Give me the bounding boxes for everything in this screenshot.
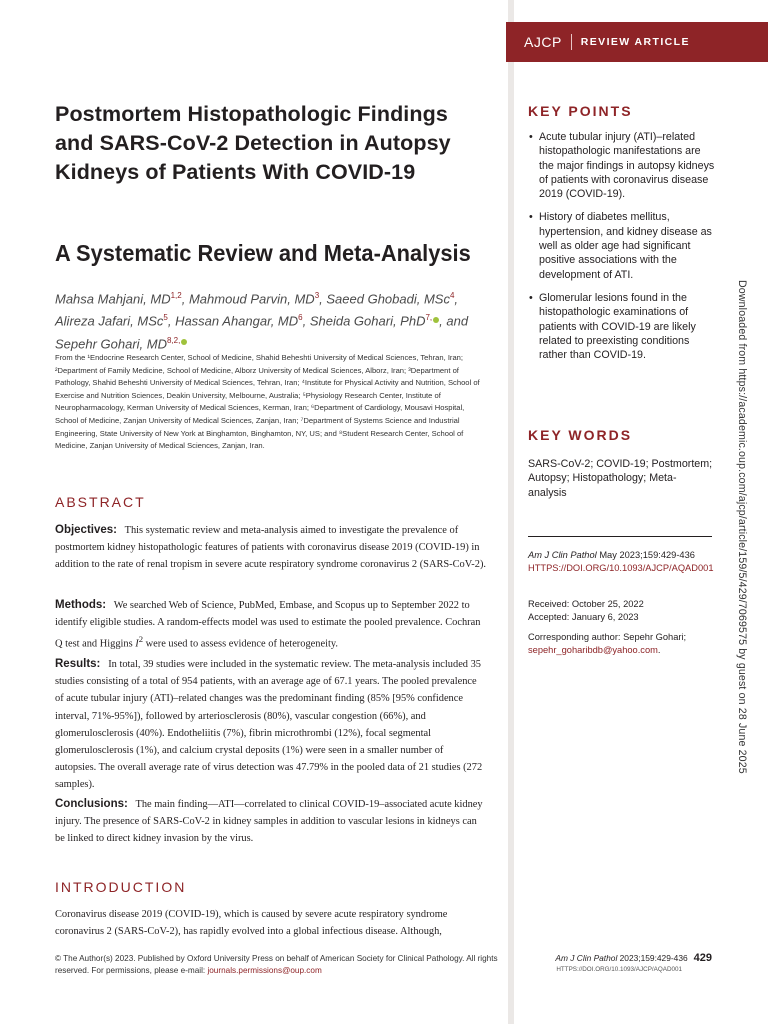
copyright-text: © The Author(s) 2023. Published by Oxford University Press on behalf of American Society for Clinical Pathology. All rights reserved. For permissions, please e-mail:: [55, 954, 498, 975]
journal-header-bar: [506, 22, 768, 62]
abstract-results: Results: In total, 39 studies were included in the systematic review. The meta-analysis included 35 studies consisting of a total of 954 patients, with an average age of 67.1 years. The pooled prevalence of acute tubular injury (ATI)–related changes was the predominant finding (85% [95% confidence interval, 71%-95%]), followed by arteriosclerosis (80%), vascular congestion (66%), and glomerulosclerosis (40%). Endotheliitis (7%), fibrin microthrombi (12%), focal segmental glomerulosclerosis (1%), and calcium crystal deposits (1%) were seen in a smaller number of autopsies. The overall average rate of virus detection was 47.79% in the pooled data of 21 studies (272 samples).: [55, 658, 483, 791]
methods-label: Methods: [55, 599, 103, 611]
download-note-text: Downloaded from https://academic.oup.com/ajcp/article/159/5/429/7069575 by guest on 28 June 2025: [736, 280, 748, 774]
key-points-heading: KEY POINTS: [528, 103, 633, 119]
citation-journal: Am J Clin Pathol: [528, 550, 597, 560]
key-point-item: • Glomerular lesions found in the histopathologic examinations of patients with COVID-19 are likely related to preexisting conditions rather than COVID-19.: [528, 291, 718, 362]
methods-text-a: We searched Web of Science, PubMed, Embase, and Scopus up to September 2022 to identify eligible studies. A random-effects model was used to estimate the pooled prevalence. Cochran Q test and Higgins: [55, 600, 481, 650]
abstract-heading: ABSTRACT: [55, 494, 146, 510]
author-affiliation-mark: 3: [314, 291, 320, 300]
abstract-objectives: Objectives: This systematic review and meta-analysis aimed to investigate the prevalence of postmortem kidney histopathologic features of patients with coronavirus disease 2019 (COVID-19) in addition to the rate of renal tropism in severe acute respiratory syndrome coronavirus 2 (SARS-CoV-2).: [55, 524, 487, 571]
methods-i: I: [135, 638, 139, 650]
column-divider: [508, 0, 514, 1024]
author-name: Saeed Ghobadi, MSc: [326, 291, 450, 307]
author-name: Alireza Jafari, MSc: [55, 313, 164, 329]
author-name: Sepehr Gohari, MD: [55, 335, 167, 351]
footer-cite: 2023;159:429-436: [617, 953, 688, 963]
author-affiliation-mark: 5: [163, 313, 168, 323]
key-point-item: • Acute tubular injury (ATI)–related histopathologic manifestations are the major findings in autopsy kidneys of patients with coronavirus disease 2019 (COVID-19).: [528, 130, 718, 201]
citation-block: [528, 549, 718, 576]
citation-issue: May 2023;159:429-436: [596, 550, 695, 560]
corresponding-author: [528, 631, 718, 658]
permissions-email-link[interactable]: journals.permissions@oup.com: [207, 966, 322, 975]
author-name: Sheida Gohari, PhD: [309, 313, 426, 329]
journal-name[interactable]: AJCP: [524, 34, 562, 50]
author-name: Mahsa Mahjani, MD: [55, 291, 171, 307]
corr-end: .: [657, 645, 661, 656]
download-watermark: [734, 280, 748, 800]
methods-text-b: were used to assess evidence of heterogeneity.: [143, 638, 338, 650]
affiliations: From the ¹Endocrine Research Center, School of Medicine, Shahid Beheshti University of Medical Sciences, Tehran, Iran; ²Department of Family Medicine, School of Medicine, Alborz University of Medical Sciences, Alborz, Iran; ³Department of Pathology, Shahid Beheshti University of Medical Sciences, Tehran, Iran; ⁴Institute for Physical Activity and Nutrition, School of Exercise and Nutrition Sciences, Deakin University, Melbourne, Australia; ⁵Physiology Research Center, Institute of Neuropharmacology, Kerman University of Medical Sciences, Kerman, Iran; ⁶Department of Cardiology, Mousavi Hospital, School of Medicine, Zanjan University of Medical Sciences, Zanjan, Iran; ⁷Department of Systems Science and Industrial Engineering, State University of New York at Binghamton, Binghamton, NY, US; and ⁸Student Research Center, School of Medicine, Zanjan University of Medical Sciences, Zanjan, Iran.: [55, 353, 480, 451]
article-title: Postmortem Histopathologic Findings and SARS-CoV-2 Detection in Autopsy Kidneys of Patients With COVID-19: [55, 102, 451, 184]
accepted-date: Accepted: January 6, 2023: [528, 612, 639, 623]
article-subtitle: A Systematic Review and Meta-Analysis: [55, 240, 471, 266]
author-name: Hassan Ahangar, MD: [175, 313, 299, 329]
author-separator: ,: [454, 291, 459, 307]
header-separator: [571, 34, 572, 50]
key-words-text: SARS-CoV-2; COVID-19; Postmortem; Autopsy; Histopathology; Meta-analysis: [528, 458, 713, 499]
author-affiliation-mark: 7,: [425, 313, 433, 323]
author-separator: ,: [167, 313, 176, 329]
meta-rule: [528, 536, 712, 537]
key-points-list: [528, 130, 718, 371]
author-separator: ,: [319, 291, 327, 307]
author-affiliation-mark: 1,2: [170, 291, 182, 300]
page-number: 429: [693, 952, 712, 964]
corr-label: Corresponding author: Sepehr Gohari;: [528, 632, 687, 642]
author-affiliation-mark: 4: [449, 291, 455, 300]
footer-doi[interactable]: HTTPS://DOI.ORG/10.1093/AJCP/AQAD001: [556, 966, 682, 973]
author-affiliation-mark: 6: [298, 313, 303, 323]
key-point-item: • History of diabetes mellitus, hypertension, and kidney disease as well as older age had significant positive associations with the development of ATI.: [528, 210, 718, 281]
footer-journal: Am J Clin Pathol: [555, 953, 618, 963]
dates-block: [528, 598, 718, 625]
results-text: In total, 39 studies were included in the systematic review. The meta-analysis included 35 studies consisting of a total of 954 patients, with an average age of 67.1 years. The pooled prevalence of acute tubular injury (ATI)–related changes was the predominant finding (85% [95% confidence interval, 71%-95%]), followed by arteriosclerosis (80%), vascular congestion (66%), and glomerulosclerosis (40%). Endotheliitis (7%), fibrin microthrombi (12%), focal segmental glomerulosclerosis (1%), and calcium crystal deposits (1%) were seen in a smaller number of autopsies. The overall average rate of virus detection was 47.79% in the pooled data of 21 studies (272 samples).: [55, 659, 483, 791]
conclusions-label: Conclusions: [55, 798, 125, 810]
introduction-text: Coronavirus disease 2019 (COVID-19), which is caused by severe acute respiratory syndrome coronavirus 2 (SARS-CoV-2), has rapidly evolved into a global infectious disease. Although,: [55, 909, 448, 938]
abstract-methods: Methods: We searched Web of Science, PubMed, Embase, and Scopus up to September 2022 to identify eligible studies. A random-effects model was used to estimate the pooled prevalence. Cochran Q test and Higgins $I^2$ were used to assess evidence of heterogeneity.: [55, 599, 481, 650]
abstract-conclusions: Conclusions: The main finding—ATI—correlated to clinical COVID-19–associated acute kidney injury. The presence of SARS-CoV-2 in kidney samples in addition to vascular lesions in kidneys can be linked to direct kidney invasion by the virus.: [55, 798, 483, 845]
conclusions-text: The main finding—ATI—correlated to clinical COVID-19–associated acute kidney injury. The presence of SARS-CoV-2 in kidney samples in addition to vascular lesions in kidneys can be linked to direct kidney invasion by the virus.: [55, 799, 483, 845]
corr-email-link[interactable]: sepehr_goharibdb@yahoo.com: [528, 645, 658, 656]
author-separator: ,: [181, 291, 189, 307]
results-label: Results: [55, 658, 97, 670]
copyright-footer: [55, 953, 505, 977]
key-words-heading: KEY WORDS: [528, 427, 633, 443]
page-footer: [514, 952, 712, 973]
orcid-icon[interactable]: [181, 339, 187, 345]
author-separator: , and: [439, 313, 469, 329]
author-name: Mahmoud Parvin, MD: [188, 291, 315, 307]
objectives-text: This systematic review and meta-analysis aimed to investigate the prevalence of postmortem kidney histopathologic features of patients with coronavirus disease 2019 (COVID-19) in addition to the rate of renal tropism in severe acute respiratory syndrome coronavirus 2 (SARS-CoV-2).: [55, 525, 487, 571]
received-date: Received: October 25, 2022: [528, 599, 644, 609]
author-list: [55, 286, 485, 353]
introduction-heading: INTRODUCTION: [55, 879, 187, 895]
objectives-label: Objectives: [55, 524, 114, 536]
citation-doi-link[interactable]: HTTPS://DOI.ORG/10.1093/AJCP/AQAD001: [528, 563, 714, 574]
author-separator: ,: [302, 313, 310, 329]
article-type: REVIEW ARTICLE: [580, 36, 690, 48]
author-affiliation-mark: 8,2,: [167, 335, 181, 345]
methods-sup: 2: [138, 634, 144, 645]
